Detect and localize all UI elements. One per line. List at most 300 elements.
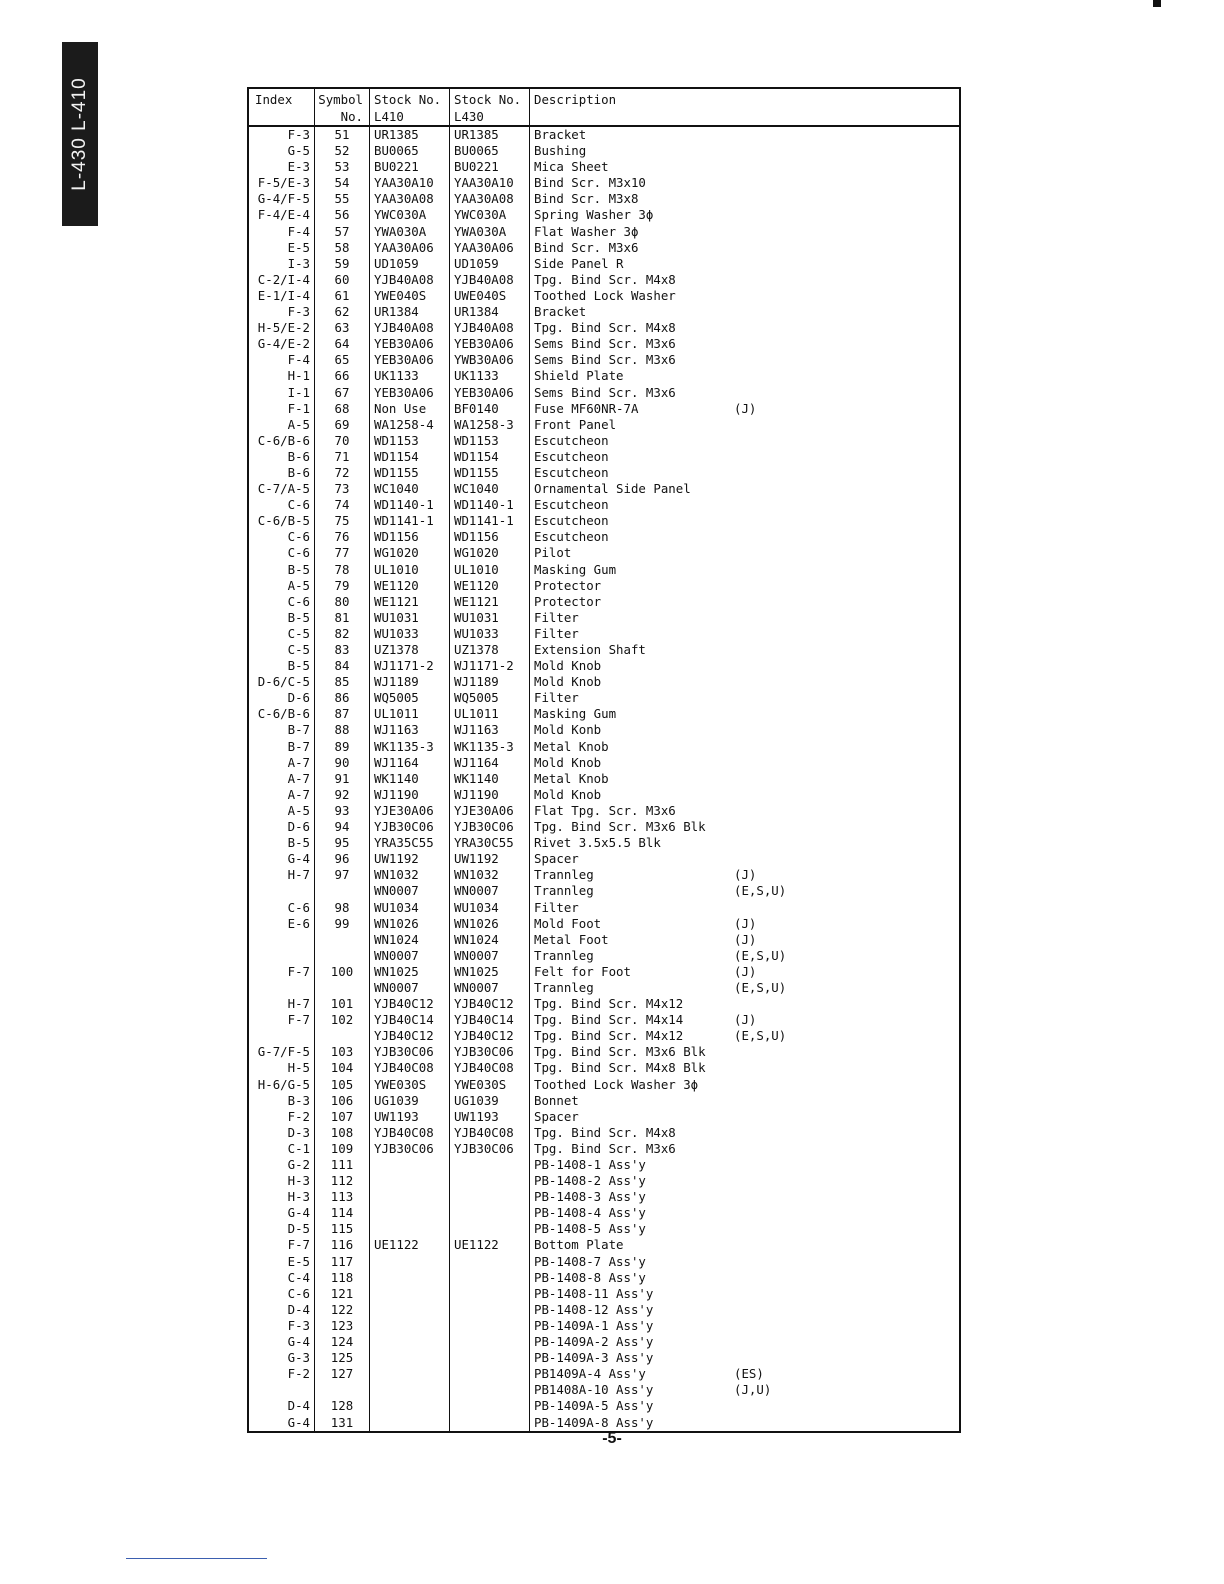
- cell-stock-l430: [450, 1157, 530, 1173]
- cell-stock-l410: BU0221: [370, 159, 450, 175]
- table-row: [249, 368, 959, 384]
- cell-stock-l430: UZ1378: [450, 642, 530, 658]
- cell-description: Bonnet: [534, 1092, 579, 1108]
- cell-stock-l410: YAA30A06: [370, 240, 450, 256]
- table-row: [249, 562, 959, 578]
- table-row: [249, 336, 959, 352]
- cell-note: (J): [734, 1012, 757, 1028]
- cell-stock-l430: YWA030A: [450, 224, 530, 240]
- cell-symbol: 52: [315, 143, 370, 159]
- cell-index: A-7: [249, 771, 315, 787]
- table-row: [249, 594, 959, 610]
- cell-stock-l430: WJ1164: [450, 755, 530, 771]
- cell-stock-l410: WU1031: [370, 610, 450, 626]
- cell-stock-l430: UE1122: [450, 1237, 530, 1253]
- table-row: [249, 272, 959, 288]
- cell-index: C-7/A-5: [249, 481, 315, 497]
- cell-description: Trannleg: [534, 867, 594, 883]
- cell-description: Tpg. Bind Scr. M4x14: [534, 1012, 684, 1028]
- cell-stock-l430: WC1040: [450, 481, 530, 497]
- cell-description: Escutcheon: [534, 513, 609, 529]
- cell-stock-l410: WJ1190: [370, 787, 450, 803]
- cell-symbol: 121: [315, 1286, 370, 1302]
- cell-note: [730, 1060, 959, 1076]
- cell-index: H-3: [249, 1189, 315, 1205]
- table-row: [249, 1189, 959, 1205]
- cell-symbol: 88: [315, 722, 370, 738]
- cell-description: Bind Scr. M3x8: [534, 191, 639, 207]
- cell-symbol: 99: [315, 916, 370, 932]
- cell-stock-l410: [370, 1415, 450, 1431]
- cell-stock-l430: UD1059: [450, 256, 530, 272]
- cell-note: [730, 1398, 959, 1414]
- cell-note: (ES): [734, 1366, 764, 1382]
- cell-note: [730, 1141, 959, 1157]
- cell-description: PB1408A-10 Ass'y: [534, 1382, 654, 1398]
- cell-note: (J): [734, 867, 757, 883]
- cell-stock-l430: WD1156: [450, 529, 530, 545]
- table-row: [249, 626, 959, 642]
- table-row: [249, 674, 959, 690]
- cell-stock-l410: WD1141-1: [370, 513, 450, 529]
- header-description: Description: [534, 92, 617, 107]
- table-row: [249, 529, 959, 545]
- cell-index: H-5/E-2: [249, 320, 315, 336]
- header-note: [730, 89, 959, 125]
- cell-stock-l430: WG1020: [450, 545, 530, 561]
- table-row: [249, 1044, 959, 1060]
- table-row: [249, 1077, 959, 1093]
- cell-note: [730, 674, 959, 690]
- cell-note: [730, 385, 959, 401]
- cell-stock-l430: [450, 1205, 530, 1221]
- cell-description: Shield Plate: [534, 368, 624, 384]
- cell-description: Metal Foot: [534, 931, 609, 947]
- table-row: [249, 1221, 959, 1237]
- cell-description: Bushing: [534, 143, 587, 159]
- table-row: [249, 207, 959, 223]
- cell-stock-l430: WJ1189: [450, 674, 530, 690]
- cell-index: F-4/E-4: [249, 207, 315, 223]
- cell-note: [730, 433, 959, 449]
- cell-stock-l430: YEB30A06: [450, 385, 530, 401]
- table-row: [249, 1028, 959, 1044]
- cell-symbol: 62: [315, 304, 370, 320]
- cell-symbol: 81: [315, 610, 370, 626]
- cell-index: G-4: [249, 851, 315, 867]
- cell-description: Bind Scr. M3x10: [534, 175, 646, 191]
- table-row: [249, 1286, 959, 1302]
- cell-note: [730, 626, 959, 642]
- cell-symbol: [315, 980, 370, 996]
- cell-stock-l430: YJB30C06: [450, 1044, 530, 1060]
- table-row: [249, 610, 959, 626]
- cell-symbol: 103: [315, 1044, 370, 1060]
- table-row: [249, 433, 959, 449]
- cell-index: G-3: [249, 1350, 315, 1366]
- cell-index: C-4: [249, 1270, 315, 1286]
- cell-stock-l430: YEB30A06: [450, 336, 530, 352]
- cell-note: [730, 545, 959, 561]
- cell-stock-l430: WD1140-1: [450, 497, 530, 513]
- cell-description: Spring Washer 3ϕ: [534, 207, 654, 223]
- cell-note: [730, 690, 959, 706]
- cell-symbol: 90: [315, 755, 370, 771]
- cell-symbol: 60: [315, 272, 370, 288]
- cell-index: G-4: [249, 1415, 315, 1431]
- cell-index: C-6/B-5: [249, 513, 315, 529]
- cell-stock-l430: WN1024: [450, 932, 530, 948]
- cell-stock-l410: [370, 1189, 450, 1205]
- cell-note: [730, 1415, 959, 1431]
- cell-note: [730, 320, 959, 336]
- cell-description: Side Panel R: [534, 255, 624, 271]
- cell-symbol: 125: [315, 1350, 370, 1366]
- cell-description: PB-1408-4 Ass'y: [534, 1205, 646, 1221]
- cell-symbol: 74: [315, 497, 370, 513]
- cell-description: PB-1409A-3 Ass'y: [534, 1350, 654, 1366]
- cell-stock-l430: UL1010: [450, 562, 530, 578]
- table-row: [249, 803, 959, 819]
- table-row: [249, 739, 959, 755]
- table-row: [249, 481, 959, 497]
- table-row: [249, 240, 959, 256]
- cell-description: PB-1408-7 Ass'y: [534, 1253, 646, 1269]
- cell-stock-l410: WD1155: [370, 465, 450, 481]
- cell-description: Ornamental Side Panel: [534, 481, 691, 497]
- cell-note: [730, 706, 959, 722]
- cell-stock-l410: WE1120: [370, 578, 450, 594]
- cell-description: Toothed Lock Washer 3ϕ: [534, 1076, 699, 1092]
- table-row: [249, 996, 959, 1012]
- cell-symbol: 108: [315, 1125, 370, 1141]
- cell-stock-l410: UR1385: [370, 127, 450, 143]
- cell-stock-l410: WJ1163: [370, 722, 450, 738]
- page-number: -5-: [602, 1430, 622, 1447]
- cell-index: H-5: [249, 1060, 315, 1076]
- cell-stock-l410: YJB40C14: [370, 1012, 450, 1028]
- cell-note: [730, 1302, 959, 1318]
- table-row: [249, 1350, 959, 1366]
- cell-index: A-5: [249, 417, 315, 433]
- cell-stock-l430: WD1155: [450, 465, 530, 481]
- table-row: [249, 787, 959, 803]
- cell-stock-l410: WC1040: [370, 481, 450, 497]
- cell-symbol: 69: [315, 417, 370, 433]
- table-row: [249, 916, 959, 932]
- cell-symbol: [315, 948, 370, 964]
- cell-index: E-1/I-4: [249, 288, 315, 304]
- cell-stock-l430: [450, 1366, 530, 1382]
- cell-description: Rivet 3.5x5.5 Blk: [534, 835, 661, 851]
- cell-stock-l410: WA1258-4: [370, 417, 450, 433]
- cell-stock-l410: [370, 1221, 450, 1237]
- cell-stock-l430: YJB30C06: [450, 819, 530, 835]
- side-tab: [62, 42, 98, 226]
- cell-description: PB-1408-2 Ass'y: [534, 1173, 646, 1189]
- table-row: [249, 948, 959, 964]
- cell-description: Protector: [534, 577, 602, 593]
- cell-description: PB-1408-8 Ass'y: [534, 1269, 646, 1285]
- cell-stock-l430: WN1026: [450, 916, 530, 932]
- cell-stock-l430: YJE30A06: [450, 803, 530, 819]
- cell-symbol: 59: [315, 256, 370, 272]
- cell-description: Bind Scr. M3x6: [534, 239, 639, 255]
- cell-note: (E,S,U): [734, 883, 787, 899]
- cell-description: Tpg. Bind Scr. M3x6 Blk: [534, 1044, 706, 1060]
- cell-description: Mica Sheet: [534, 159, 609, 175]
- cell-note: [730, 368, 959, 384]
- cell-stock-l410: UD1059: [370, 256, 450, 272]
- cell-stock-l410: UL1010: [370, 562, 450, 578]
- cell-symbol: 87: [315, 706, 370, 722]
- cell-stock-l430: YWE030S: [450, 1077, 530, 1093]
- cell-description: Filter: [534, 690, 579, 706]
- cell-index: G-5: [249, 143, 315, 159]
- table-row: [249, 1270, 959, 1286]
- parts-table: [247, 87, 961, 1433]
- cell-index: C-6: [249, 529, 315, 545]
- cell-stock-l410: [370, 1270, 450, 1286]
- cell-symbol: 127: [315, 1366, 370, 1382]
- cell-stock-l410: [370, 1205, 450, 1221]
- cell-index: G-4: [249, 1334, 315, 1350]
- cell-stock-l430: BU0221: [450, 159, 530, 175]
- cell-stock-l430: WU1034: [450, 900, 530, 916]
- cell-index: [249, 1382, 315, 1398]
- cell-stock-l430: YJB40C08: [450, 1125, 530, 1141]
- cell-symbol: 86: [315, 690, 370, 706]
- cell-stock-l410: WK1135-3: [370, 739, 450, 755]
- cell-description: Extension Shaft: [534, 642, 646, 657]
- cell-stock-l410: WJ1171-2: [370, 658, 450, 674]
- cell-index: H-7: [249, 867, 315, 883]
- cell-index: C-6: [249, 1286, 315, 1302]
- cell-description: Tpg. Bind Scr. M4x8 Blk: [534, 1060, 706, 1076]
- cell-symbol: 78: [315, 562, 370, 578]
- cell-stock-l430: WU1031: [450, 610, 530, 626]
- cell-index: I-1: [249, 385, 315, 401]
- table-row: [249, 706, 959, 722]
- cell-stock-l410: YEB30A06: [370, 352, 450, 368]
- cell-index: B-5: [249, 658, 315, 674]
- cell-note: [730, 851, 959, 867]
- cell-note: [730, 159, 959, 175]
- cell-index: C-6: [249, 594, 315, 610]
- cell-stock-l410: [370, 1286, 450, 1302]
- cell-description: PB-1409A-5 Ass'y: [534, 1398, 654, 1414]
- cell-index: E-5: [249, 1254, 315, 1270]
- cell-symbol: 72: [315, 465, 370, 481]
- cell-stock-l410: WD1153: [370, 433, 450, 449]
- table-row: [249, 1237, 959, 1253]
- cell-symbol: 113: [315, 1189, 370, 1205]
- cell-symbol: 83: [315, 642, 370, 658]
- cell-stock-l430: YWC030A: [450, 207, 530, 223]
- table-row: [249, 964, 959, 980]
- cell-note: [730, 1125, 959, 1141]
- cell-stock-l410: [370, 1366, 450, 1382]
- cell-description: PB-1409A-2 Ass'y: [534, 1334, 654, 1350]
- cell-note: [730, 1237, 959, 1253]
- cell-note: (E,S,U): [734, 979, 787, 995]
- cell-note: [730, 256, 959, 272]
- cell-index: D-4: [249, 1398, 315, 1414]
- table-row: [249, 900, 959, 916]
- cell-stock-l410: YJB30C06: [370, 1141, 450, 1157]
- cell-stock-l410: WE1121: [370, 594, 450, 610]
- cell-symbol: 124: [315, 1334, 370, 1350]
- table-row: [249, 1334, 959, 1350]
- cell-note: [730, 1205, 959, 1221]
- cell-symbol: 116: [315, 1237, 370, 1253]
- cell-symbol: 105: [315, 1077, 370, 1093]
- cell-description: Front Panel: [534, 416, 617, 432]
- cell-index: I-3: [249, 256, 315, 272]
- cell-stock-l430: WJ1171-2: [450, 658, 530, 674]
- cell-note: [730, 1270, 959, 1286]
- cell-note: [730, 787, 959, 803]
- table-row: [249, 1318, 959, 1334]
- cell-description: Filter: [534, 899, 579, 915]
- cell-stock-l430: WJ1163: [450, 722, 530, 738]
- cell-stock-l410: WG1020: [370, 545, 450, 561]
- cell-stock-l410: [370, 1157, 450, 1173]
- cell-stock-l410: WU1034: [370, 900, 450, 916]
- cell-description: Bottom Plate: [534, 1237, 624, 1253]
- cell-note: [730, 819, 959, 835]
- cell-description: Mold Knob: [534, 754, 602, 770]
- cell-symbol: 102: [315, 1012, 370, 1028]
- cell-index: C-6/B-6: [249, 433, 315, 449]
- cell-symbol: 106: [315, 1093, 370, 1109]
- cell-symbol: 65: [315, 352, 370, 368]
- cell-note: [730, 1254, 959, 1270]
- cell-stock-l410: WN1032: [370, 867, 450, 883]
- cell-note: [730, 1109, 959, 1125]
- cell-symbol: 82: [315, 626, 370, 642]
- cell-note: [730, 900, 959, 916]
- cell-symbol: 98: [315, 900, 370, 916]
- cell-note: [730, 722, 959, 738]
- cell-stock-l410: UW1192: [370, 851, 450, 867]
- cell-note: [730, 272, 959, 288]
- table-row: [249, 578, 959, 594]
- cell-note: [730, 771, 959, 787]
- table-row: [249, 1302, 959, 1318]
- cell-stock-l430: UK1133: [450, 368, 530, 384]
- cell-index: A-7: [249, 755, 315, 771]
- cell-stock-l410: YJB40C12: [370, 1028, 450, 1044]
- table-row: [249, 755, 959, 771]
- cell-description: Flat Tpg. Scr. M3x6: [534, 802, 676, 818]
- cell-stock-l410: YJB40C12: [370, 996, 450, 1012]
- cell-stock-l410: [370, 1398, 450, 1414]
- table-row: [249, 1254, 959, 1270]
- table-row: [249, 1093, 959, 1109]
- cell-symbol: 57: [315, 224, 370, 240]
- cell-stock-l410: YEB30A06: [370, 385, 450, 401]
- cell-stock-l430: BF0140: [450, 401, 530, 417]
- table-row: [249, 191, 959, 207]
- cell-stock-l430: UG1039: [450, 1093, 530, 1109]
- bottom-rule: [126, 1558, 267, 1559]
- table-row: [249, 658, 959, 674]
- cell-description: Escutcheon: [534, 497, 609, 513]
- cell-symbol: 94: [315, 819, 370, 835]
- table-row: [249, 256, 959, 272]
- cell-note: [730, 1077, 959, 1093]
- cell-symbol: 109: [315, 1141, 370, 1157]
- cell-stock-l430: WE1121: [450, 594, 530, 610]
- cell-stock-l430: UR1385: [450, 127, 530, 143]
- cell-index: H-6/G-5: [249, 1077, 315, 1093]
- table-row: [249, 1366, 959, 1382]
- cell-description: Escutcheon: [534, 464, 609, 480]
- cell-note: [730, 1334, 959, 1350]
- cell-index: B-6: [249, 449, 315, 465]
- cell-symbol: [315, 883, 370, 899]
- cell-symbol: 97: [315, 867, 370, 883]
- cell-stock-l430: YAA30A06: [450, 240, 530, 256]
- cell-symbol: 104: [315, 1060, 370, 1076]
- cell-stock-l410: UE1122: [370, 1237, 450, 1253]
- cell-index: C-6/B-6: [249, 706, 315, 722]
- cell-symbol: 91: [315, 771, 370, 787]
- cell-description: Felt for Foot: [534, 963, 631, 979]
- table-row: [249, 690, 959, 706]
- cell-stock-l410: YJB30C06: [370, 819, 450, 835]
- cell-note: (J): [734, 400, 757, 416]
- cell-symbol: 107: [315, 1109, 370, 1125]
- cell-stock-l410: [370, 1318, 450, 1334]
- cell-index: B-5: [249, 610, 315, 626]
- cell-stock-l410: YWE040S: [370, 288, 450, 304]
- cell-stock-l410: UG1039: [370, 1093, 450, 1109]
- cell-note: [730, 288, 959, 304]
- cell-index: F-1: [249, 401, 315, 417]
- cell-symbol: 115: [315, 1221, 370, 1237]
- cell-index: D-5: [249, 1221, 315, 1237]
- cell-stock-l430: WN0007: [450, 948, 530, 964]
- table-row: [249, 819, 959, 835]
- cell-note: [730, 1093, 959, 1109]
- cell-symbol: 67: [315, 385, 370, 401]
- cell-index: B-6: [249, 465, 315, 481]
- table-row: [249, 867, 959, 883]
- cell-stock-l430: YJB40C08: [450, 1060, 530, 1076]
- cell-stock-l410: YWE030S: [370, 1077, 450, 1093]
- cell-stock-l410: UZ1378: [370, 642, 450, 658]
- table-row: [249, 143, 959, 159]
- cell-symbol: 75: [315, 513, 370, 529]
- cell-note: [730, 497, 959, 513]
- cell-index: H-7: [249, 996, 315, 1012]
- cell-stock-l430: [450, 1189, 530, 1205]
- cell-note: [730, 513, 959, 529]
- cell-note: (J): [734, 931, 757, 947]
- cell-index: F-7: [249, 1012, 315, 1028]
- cell-stock-l430: WN0007: [450, 883, 530, 899]
- cell-stock-l430: WK1140: [450, 771, 530, 787]
- table-row: [249, 932, 959, 948]
- cell-index: B-5: [249, 562, 315, 578]
- cell-index: G-4/E-2: [249, 336, 315, 352]
- cell-stock-l410: YRA35C55: [370, 835, 450, 851]
- cell-note: [730, 191, 959, 207]
- cell-note: [730, 1318, 959, 1334]
- table-row: [249, 1382, 959, 1398]
